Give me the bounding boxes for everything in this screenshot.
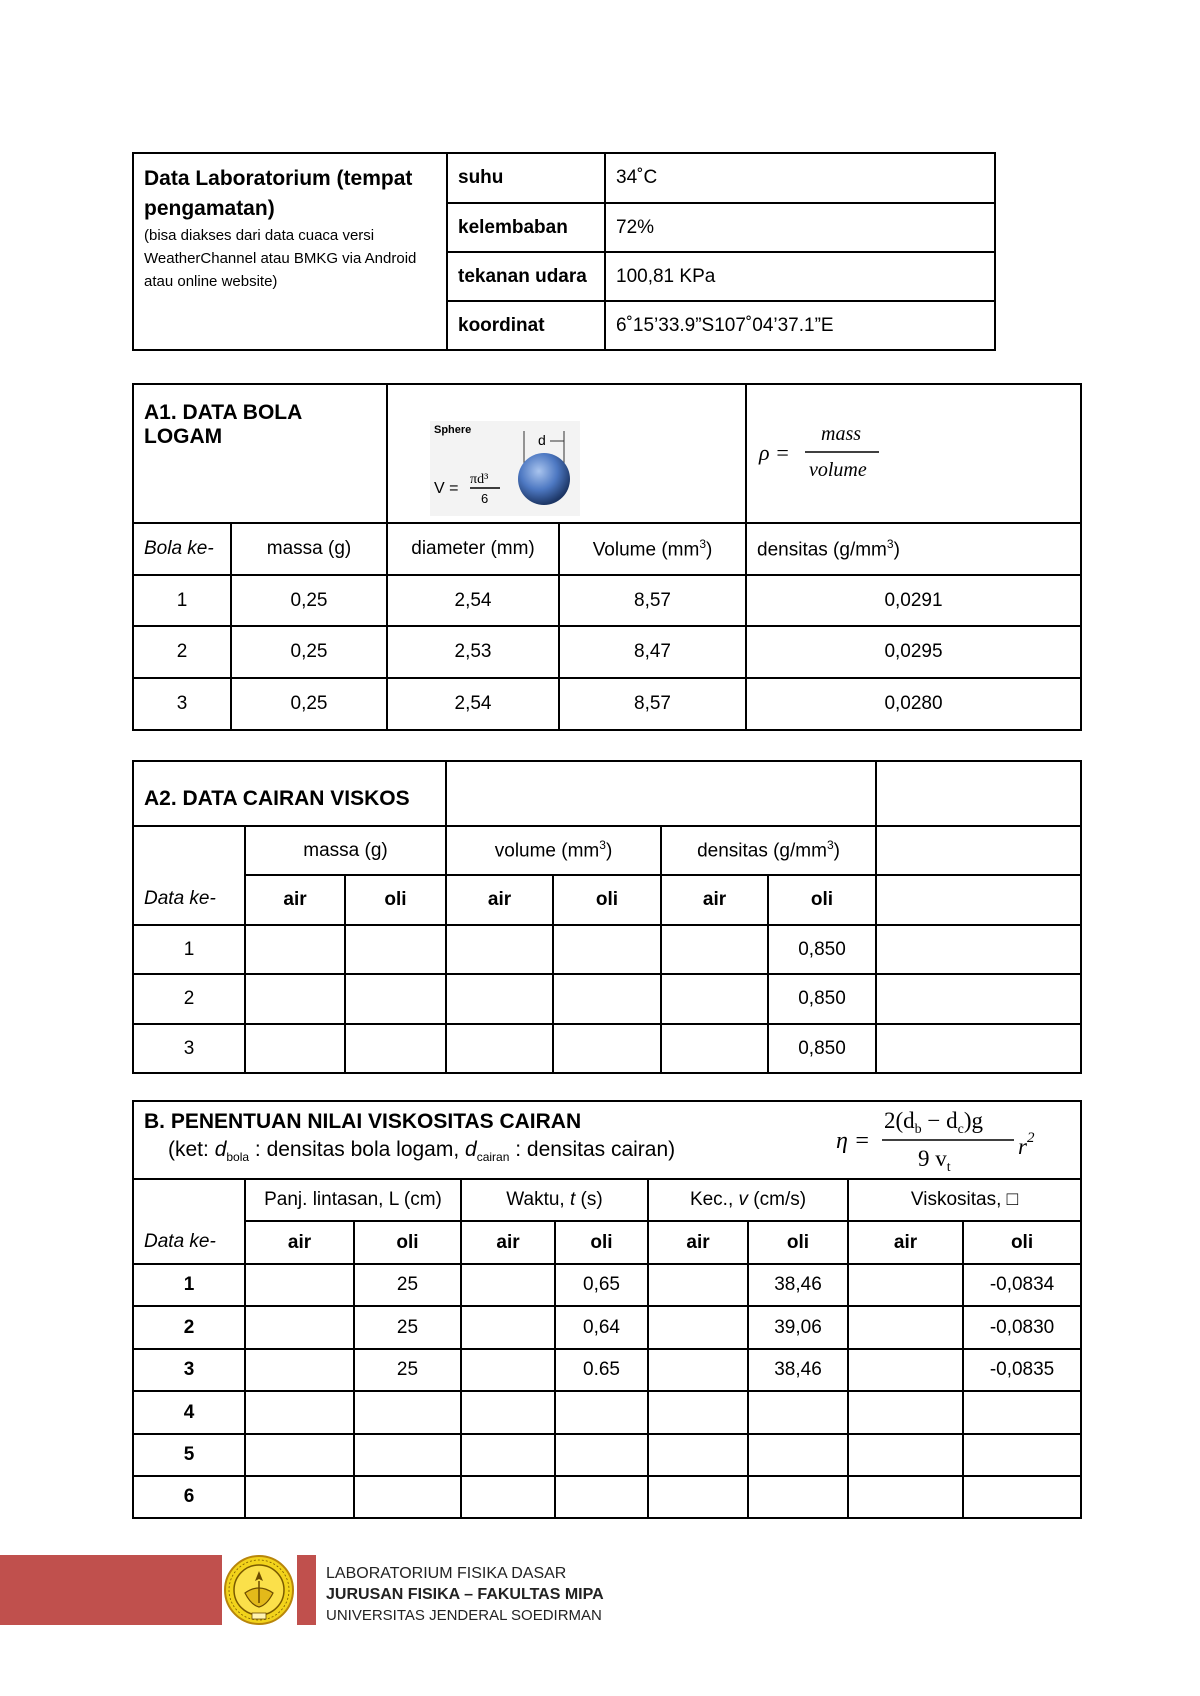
sphere-caption: Sphere [434, 424, 472, 436]
a1-row3-massa: 0,25 [231, 678, 387, 730]
eta-symbol: η = [836, 1128, 871, 1154]
a1-row2-massa: 0,25 [231, 626, 387, 678]
table-row [133, 974, 1081, 1024]
a1-header-bola: Bola ke- [133, 523, 231, 575]
table-row [133, 1434, 1081, 1476]
formula-den: 9 $v_t$ [918, 1146, 951, 1175]
b-row3-t-oli: 0.65 [555, 1349, 648, 1391]
b-sub-L-oli: oli [354, 1221, 461, 1264]
lab-value-suhu: 34˚C [605, 153, 995, 203]
sphere-formula-den: 6 [481, 491, 489, 506]
rho-symbol: ρ = [759, 439, 790, 465]
a1-row3-diameter: 2,54 [387, 678, 559, 730]
a2-title-blank [446, 761, 876, 826]
a2-row3-n: 3 [133, 1024, 245, 1073]
a1-row3-densitas: 0,0280 [746, 678, 1081, 730]
a1-row3-n: 3 [133, 678, 231, 730]
b-row2-n: 2 [133, 1306, 245, 1349]
a2-sub-volume-air: air [446, 875, 553, 925]
b-row1-L-oli: 25 [354, 1264, 461, 1306]
b-sub-v-oli: oli [748, 1221, 848, 1264]
a1-header-volume: Volume $(mm^3)$ [559, 523, 746, 575]
lab-value-tekanan: 100,81 KPa [605, 252, 995, 301]
a1-row1-densitas: 0,0291 [746, 575, 1081, 626]
a2-row-label: Data ke- [133, 826, 245, 925]
a2-sub-densitas-oli: oli [768, 875, 876, 925]
density-formula-cell [746, 384, 1081, 523]
sphere-d-label: d [538, 432, 546, 448]
lab-data-title-cell [133, 153, 447, 350]
a1-row1-massa: 0,25 [231, 575, 387, 626]
b-row2-t-oli: 0,64 [555, 1306, 648, 1349]
b-row2-L-oli: 25 [354, 1306, 461, 1349]
b-sub-v-air: air [648, 1221, 748, 1264]
a1-row1-volume: 8,57 [559, 575, 746, 626]
lab-data-table [132, 152, 996, 351]
b-row1-n: 1 [133, 1264, 245, 1306]
a2-sub-extra [876, 875, 1081, 925]
a1-header-densitas: densitas $(g/mm^3)$ [746, 523, 1081, 575]
footer-band-left [0, 1555, 222, 1625]
table-row [133, 1391, 1081, 1434]
rho-den: volume [809, 458, 867, 481]
footer-line2: JURUSAN FISIKA – FAKULTAS MIPA [326, 1586, 604, 1603]
table-row [133, 1024, 1081, 1073]
a2-title: A2. DATA CAIRAN VISKOS [133, 761, 446, 826]
b-row5-n: 5 [133, 1434, 245, 1476]
b-row2-v-oli: 39,06 [748, 1306, 848, 1349]
a1-row1-n: 1 [133, 575, 231, 626]
a1-row2-diameter: 2,53 [387, 626, 559, 678]
b-row3-v-oli: 38,46 [748, 1349, 848, 1391]
table-row [133, 1349, 1081, 1391]
b-sub-L-air: air [245, 1221, 354, 1264]
sphere-ball [518, 453, 570, 505]
sphere-formula-v: V = [434, 480, 459, 497]
university-logo-icon [223, 1553, 295, 1627]
a2-row3-densitas-oli: 0,850 [768, 1024, 876, 1073]
lab-label-suhu: suhu [447, 153, 605, 203]
a2-row2-densitas-oli: 0,850 [768, 974, 876, 1024]
a2-header-massa: massa (g) [245, 826, 446, 875]
b-row6-n: 6 [133, 1476, 245, 1518]
a2-sub-densitas-air: air [661, 875, 768, 925]
viscosity-formula [834, 1104, 1064, 1176]
a2-sub-volume-oli: oli [553, 875, 661, 925]
a2-row1-n: 1 [133, 925, 245, 974]
a2-row1-densitas-oli: 0,850 [768, 925, 876, 974]
footer-line3: UNIVERSITAS JENDERAL SOEDIRMAN [326, 1607, 602, 1624]
lab-label-kelembaban: kelembaban [447, 203, 605, 252]
a1-table [132, 383, 1082, 731]
a1-row3-volume: 8,57 [559, 678, 746, 730]
a2-table [132, 760, 1082, 1074]
b-sub-eta-air: air [848, 1221, 963, 1264]
b-header-lintasan: Panj. lintasan, L (cm) [245, 1179, 461, 1221]
b-title-cell [133, 1101, 1081, 1179]
a2-header-extra [876, 826, 1081, 875]
a2-header-volume: volume $(mm^3)$ [446, 826, 661, 875]
rho-num: mass [821, 422, 862, 445]
sphere-figure-cell [387, 384, 746, 523]
b-sub-t-oli: oli [555, 1221, 648, 1264]
footer-text [326, 1563, 604, 1626]
a1-title: A1. DATA BOLA LOGAM [133, 384, 387, 523]
a1-row2-volume: 8,47 [559, 626, 746, 678]
density-formula [757, 416, 887, 486]
b-row3-n: 3 [133, 1349, 245, 1391]
footer-line1: LABORATORIUM FISIKA DASAR [326, 1565, 567, 1582]
a2-row2-n: 2 [133, 974, 245, 1024]
table-row [133, 1476, 1081, 1518]
lab-value-kelembaban: 72% [605, 203, 995, 252]
lab-label-tekanan: tekanan udara [447, 252, 605, 301]
lab-value-koordinat: 6˚15’33.9”S107˚04’37.1”E [605, 301, 995, 350]
b-sub-eta-oli: oli [963, 1221, 1081, 1264]
b-row2-eta-oli: -0,0830 [963, 1306, 1081, 1349]
b-row1-eta-oli: -0,0834 [963, 1264, 1081, 1306]
a1-header-massa: massa (g) [231, 523, 387, 575]
b-row1-t-oli: 0,65 [555, 1264, 648, 1306]
a2-sub-massa-air: air [245, 875, 345, 925]
sphere-volume-figure [430, 421, 580, 516]
b-header-viskositas: Viskositas, □ [848, 1179, 1081, 1221]
a1-header-diameter: diameter (mm) [387, 523, 559, 575]
sphere-formula-num: πd³ [470, 472, 489, 487]
footer-band-right [297, 1555, 316, 1625]
formula-r: $r^2$ [1018, 1130, 1035, 1159]
formula-num: $2(d_b - d_c)g$ [884, 1108, 984, 1137]
b-row3-eta-oli: -0,0835 [963, 1349, 1081, 1391]
b-header-waktu: Waktu, t (s) [461, 1179, 648, 1221]
b-row3-L-oli: 25 [354, 1349, 461, 1391]
b-sub-t-air: air [461, 1221, 555, 1264]
a1-row2-n: 2 [133, 626, 231, 678]
a2-extra-blank [876, 761, 1081, 826]
table-row [133, 1306, 1081, 1349]
a1-row2-densitas: 0,0295 [746, 626, 1081, 678]
b-row-label: Data ke- [133, 1179, 245, 1264]
b-header-kec: Kec., v (cm/s) [648, 1179, 848, 1221]
b-row4-n: 4 [133, 1391, 245, 1434]
table-row [133, 1264, 1081, 1306]
b-title: B. PENENTUAN NILAI VISKOSITAS CAIRAN [144, 1110, 582, 1133]
lab-label-koordinat: koordinat [447, 301, 605, 350]
a2-header-densitas: densitas $(g/mm^3)$ [661, 826, 876, 875]
a1-row1-diameter: 2,54 [387, 575, 559, 626]
b-table [132, 1100, 1082, 1519]
lab-data-title: Data Laboratorium (tempat pengamatan) [144, 167, 413, 220]
lab-data-note: (bisa diakses dari data cuaca versi WeatherChannel atau BMKG via Android atau online website) [144, 227, 417, 290]
table-row [133, 925, 1081, 974]
a2-sub-massa-oli: oli [345, 875, 446, 925]
b-row1-v-oli: 38,46 [748, 1264, 848, 1306]
b-note: (ket: $d_{bola}$ : densitas bola logam, $d_{cairan}$ : densitas cairan) [168, 1138, 676, 1165]
